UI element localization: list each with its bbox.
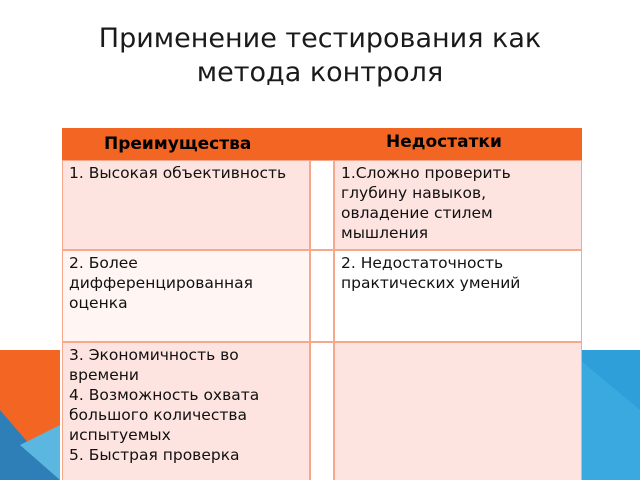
title-line-1: Применение тестирования как bbox=[98, 23, 542, 54]
advantage-5: 5. Быстрая проверка bbox=[69, 446, 240, 464]
comparison-table bbox=[62, 128, 582, 480]
disadvantage-1: 1.Сложно проверить глубину навыков, овладение стилем мышления bbox=[341, 164, 511, 242]
advantage-1: 1. Высокая объективность bbox=[69, 164, 287, 182]
advantage-2: 2. Более дифференцированная оценка bbox=[69, 254, 254, 312]
title-line-2: метода контроля bbox=[196, 57, 444, 88]
page-title bbox=[0, 22, 640, 90]
advantage-cell-1 bbox=[62, 160, 310, 250]
disadvantage-2: 2. Недостаточность практических умений bbox=[341, 254, 521, 292]
header-disadvantages: Недостатки bbox=[386, 132, 502, 152]
disadvantage-cell-2 bbox=[334, 250, 582, 342]
advantage-3: 3. Экономичность во времени bbox=[69, 346, 239, 384]
table-gap-cell-2 bbox=[310, 250, 334, 342]
header-advantages: Преимущества bbox=[104, 134, 252, 154]
disadvantage-cell-3 bbox=[334, 342, 582, 480]
table-gap-cell-1 bbox=[310, 160, 334, 250]
advantage-cell-3 bbox=[62, 342, 310, 480]
advantage-4: 4. Возможность охвата большого количества испытуемых bbox=[69, 386, 260, 444]
table-gap-cell-3 bbox=[310, 342, 334, 480]
advantage-cell-2 bbox=[62, 250, 310, 342]
disadvantage-cell-1 bbox=[334, 160, 582, 250]
